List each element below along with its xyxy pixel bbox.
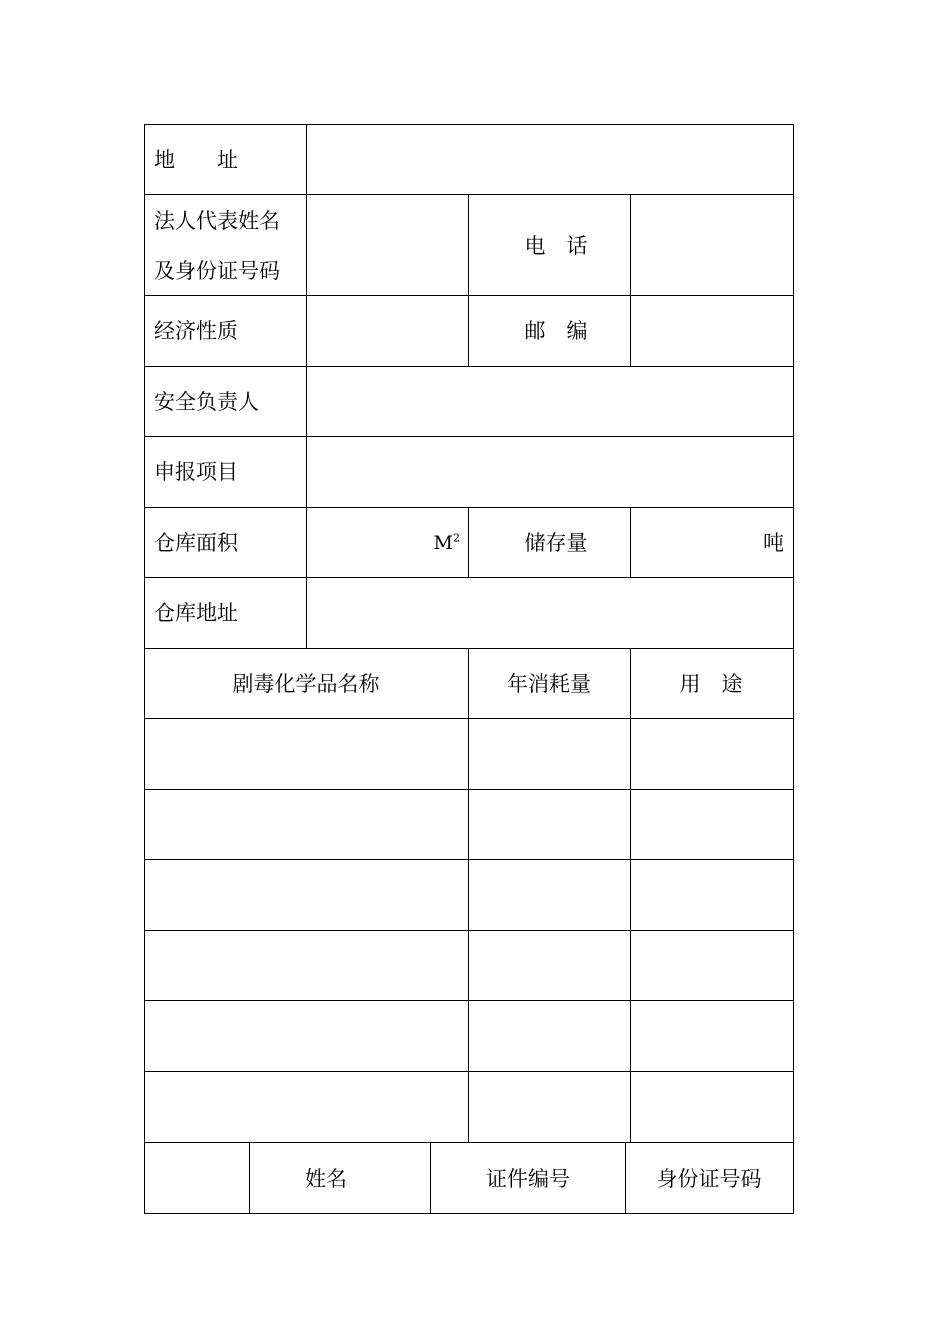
rule	[249, 1142, 250, 1214]
address-label: 地 址	[154, 148, 238, 172]
chemical-row-4[interactable]	[145, 931, 793, 1000]
phone-label: 电 话	[524, 234, 588, 258]
personnel-name-header: 姓名	[305, 1167, 347, 1191]
annual-consumption-header: 年消耗量	[507, 672, 591, 696]
rule	[468, 507, 469, 578]
chemical-row-1[interactable]	[145, 719, 793, 789]
rule	[793, 124, 794, 1214]
warehouse-address-field[interactable]	[307, 578, 793, 648]
area-unit-exponent: 2	[453, 531, 460, 545]
storage-unit: 吨	[763, 531, 784, 555]
legal-rep-label-line1: 法人代表姓名	[154, 209, 280, 233]
economic-nature-field[interactable]	[307, 296, 468, 366]
declared-item-field[interactable]	[307, 437, 793, 507]
economic-nature-label: 经济性质	[154, 319, 238, 343]
legal-rep-field[interactable]	[307, 195, 468, 295]
warehouse-area-label: 仓库面积	[154, 531, 238, 555]
rule	[144, 648, 794, 649]
area-unit	[433, 531, 460, 554]
phone-field[interactable]	[631, 195, 793, 295]
certificate-number-header: 证件编号	[486, 1167, 570, 1191]
declared-item-label: 申报项目	[154, 460, 238, 484]
id-number-header: 身份证号码	[656, 1167, 762, 1191]
chemical-name-header: 剧毒化学品名称	[232, 672, 380, 696]
safety-officer-field[interactable]	[307, 367, 793, 436]
address-field[interactable]	[307, 125, 793, 194]
legal-rep-label-line2: 及身份证号码	[154, 259, 280, 283]
rule	[144, 1213, 794, 1214]
chemical-row-2[interactable]	[145, 790, 793, 859]
chemical-row-5[interactable]	[145, 1001, 793, 1071]
area-unit-base: M	[433, 532, 453, 554]
rule	[625, 1142, 626, 1214]
chemical-row-6[interactable]	[145, 1072, 793, 1142]
rule	[468, 194, 469, 367]
safety-officer-label: 安全负责人	[154, 390, 259, 414]
usage-header: 用 途	[679, 672, 743, 696]
rule	[144, 1142, 794, 1143]
storage-label: 储存量	[524, 531, 588, 555]
warehouse-address-label: 仓库地址	[154, 601, 238, 625]
postcode-field[interactable]	[631, 296, 793, 366]
application-form	[144, 124, 794, 1214]
postcode-label: 邮 编	[524, 319, 588, 343]
rule	[430, 1142, 431, 1214]
chemical-row-3[interactable]	[145, 860, 793, 930]
